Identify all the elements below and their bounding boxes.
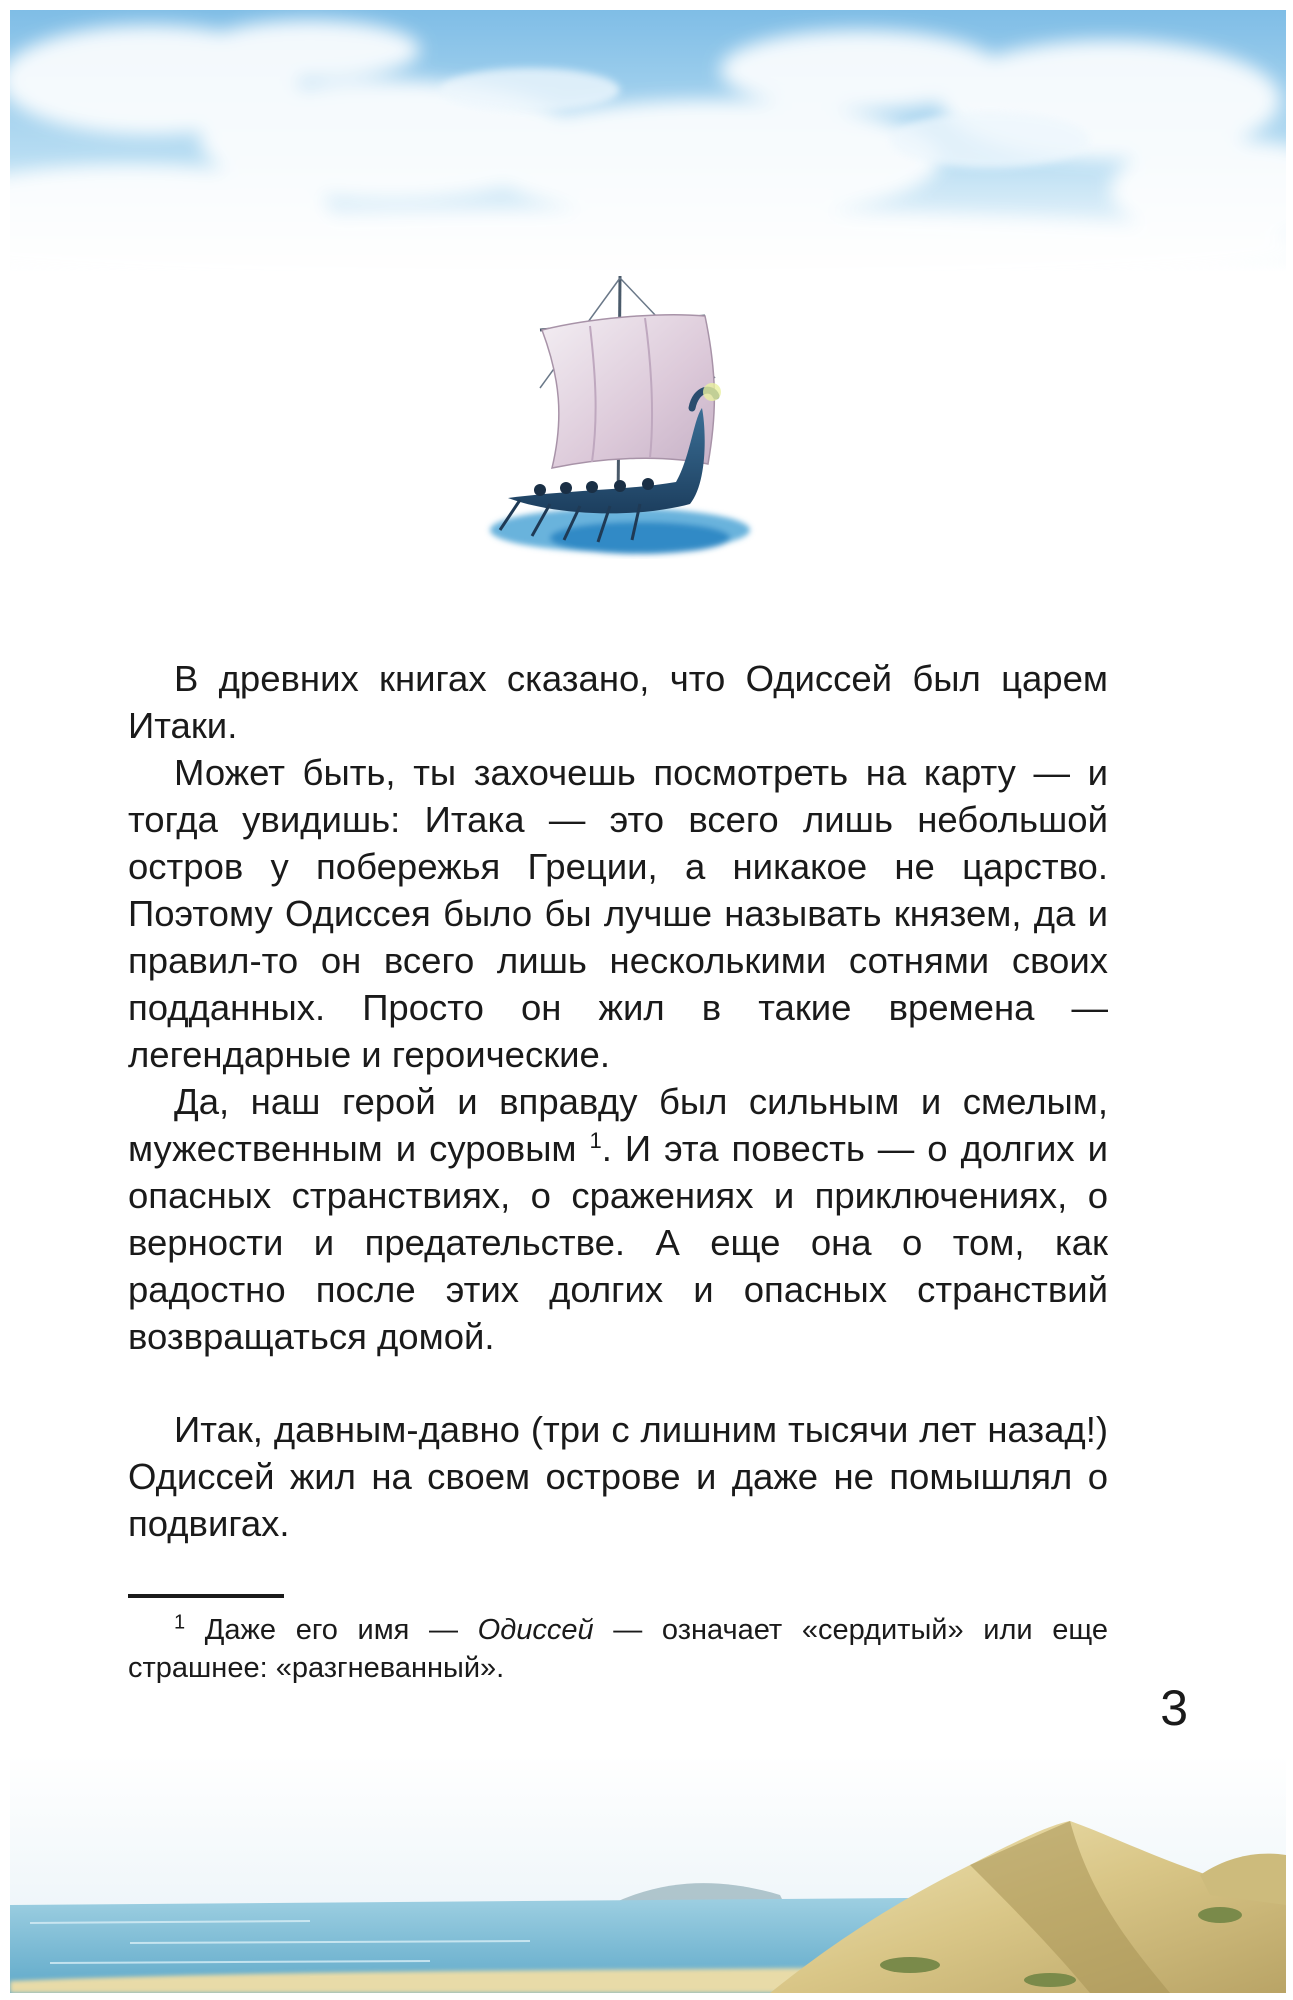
paragraph-2: Может быть, ты захочешь посмотреть на карту — и тогда увидишь: Итака — это всего лишь небольшой остров у побережья Греции, а никакое не царство. Поэтому Одиссея было бы лучше называть князем, да и правил-то он всего лишь несколькими сотнями своих подданных. Просто он жил в такие времена — легендарные и героические. bbox=[128, 752, 1108, 1075]
story-text bbox=[128, 655, 1108, 1547]
paragraph-3-start: Да, наш герой и вправду был сильным и смелым, мужественным и суровым bbox=[128, 1081, 1108, 1169]
footnote-reference[interactable]: 1 bbox=[589, 1127, 602, 1153]
paragraph-3 bbox=[128, 1078, 1108, 1360]
sailing-ship-illustration bbox=[480, 268, 770, 568]
coast-landscape-illustration bbox=[10, 1755, 1286, 1993]
footnote-number: 1 bbox=[174, 1611, 186, 1634]
footnote-divider bbox=[128, 1594, 284, 1598]
footnote-name-italic: Одиссей bbox=[477, 1614, 594, 1646]
footnote-text-start: Даже его имя — bbox=[204, 1614, 478, 1646]
page-number: 3 bbox=[1160, 1680, 1188, 1736]
footnote-text-end: — означает «сердитый» или еще страшнее: «разгневанный». bbox=[128, 1614, 1108, 1684]
sky-illustration bbox=[10, 10, 1286, 272]
paragraph-3-end: . И эта повесть — о долгих и опасных странствиях, о сражениях и приключениях, о верности и предательстве. А еще она о том, как радостно после этих долгих и опасных странствий возвращаться домой. bbox=[128, 1128, 1108, 1357]
paragraph-4: Итак, давным-давно (три с лишним тысячи лет назад!) Одиссей жил на своем острове и даже не помышлял о подвигах. bbox=[128, 1409, 1108, 1544]
footnote bbox=[128, 1611, 1108, 1687]
paragraph-1: В древних книгах сказано, что Одиссей был царем Итаки. bbox=[128, 658, 1108, 746]
